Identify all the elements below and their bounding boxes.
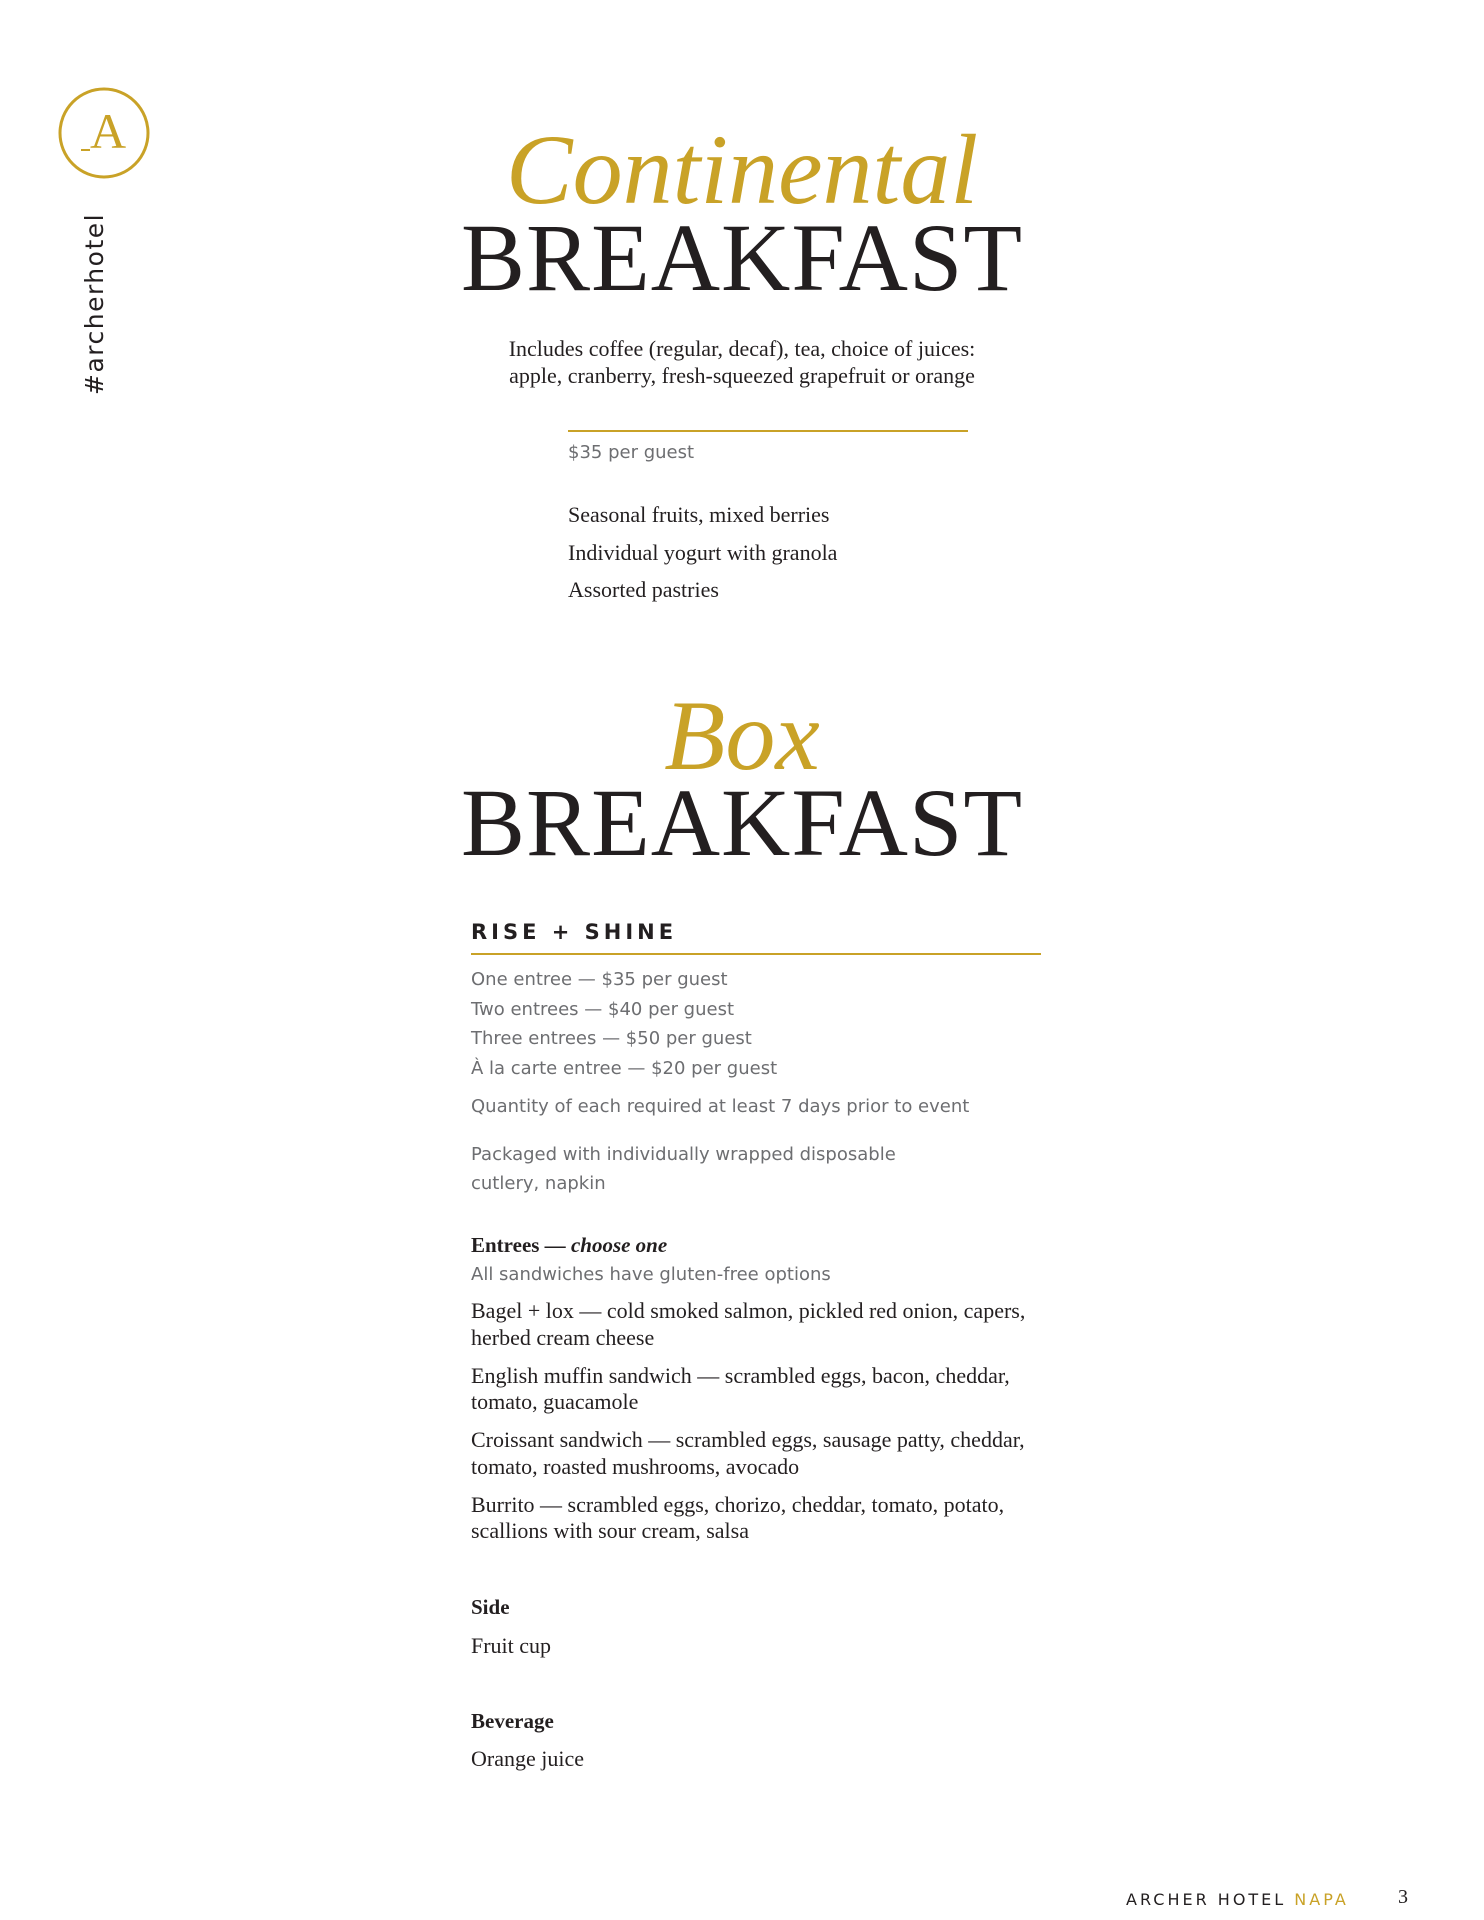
continental-price: $35 per guest bbox=[568, 442, 695, 463]
entree-line: Bagel + lox — cold smoked salmon, pickled red onion, capers, bbox=[471, 1298, 1026, 1323]
continental-caps-title: BREAKFAST bbox=[461, 204, 1023, 311]
box-caps-title: BREAKFAST bbox=[461, 769, 1023, 876]
price-item: Three entrees — $50 per guest bbox=[471, 1028, 752, 1049]
entree-line: Burrito — scrambled eggs, chorizo, cheddar, tomato, potato, bbox=[471, 1491, 1005, 1517]
entree-line: tomato, guacamole bbox=[471, 1389, 639, 1414]
continental-description bbox=[0, 335, 1484, 389]
rise-shine-heading: RISE + SHINE bbox=[471, 920, 678, 944]
entree-item bbox=[471, 1492, 1091, 1545]
gluten-free-note: All sandwiches have gluten-free options bbox=[471, 1264, 831, 1285]
entree-line: Croissant sandwich — scrambled eggs, sausage patty, cheddar, bbox=[471, 1427, 1025, 1452]
entree-line: herbed cream cheese bbox=[471, 1324, 655, 1350]
entrees-heading-label: Entrees — bbox=[471, 1233, 566, 1257]
side-item: Fruit cup bbox=[471, 1633, 552, 1658]
continental-script-title: Continental bbox=[505, 114, 979, 225]
entrees-heading-emphasis: choose one bbox=[570, 1233, 668, 1257]
packaging-note bbox=[471, 1140, 896, 1198]
footer-brand-name: ARCHER HOTEL bbox=[1126, 1890, 1287, 1909]
hashtag-label: #archerhotel bbox=[80, 212, 109, 395]
continental-divider bbox=[568, 430, 968, 432]
quantity-note: Quantity of each required at least 7 days prior to event bbox=[471, 1096, 970, 1117]
price-item: Two entrees — $40 per guest bbox=[471, 998, 735, 1020]
footer-brand bbox=[1126, 1890, 1349, 1909]
side-heading: Side bbox=[471, 1595, 510, 1619]
entree-line: scallions with sour cream, salsa bbox=[471, 1518, 749, 1543]
packaging-note-line: Packaged with individually wrapped disposable bbox=[471, 1144, 896, 1165]
continental-description-line: apple, cranberry, fresh-squeezed grapefruit or orange bbox=[509, 363, 975, 388]
rise-shine-divider bbox=[471, 953, 1041, 955]
entrees-heading bbox=[471, 1233, 667, 1258]
price-item: One entree — $35 per guest bbox=[471, 969, 728, 990]
beverage-heading: Beverage bbox=[471, 1709, 554, 1733]
entree-item bbox=[471, 1363, 1091, 1416]
logo-letter: A bbox=[89, 103, 127, 159]
list-item: Individual yogurt with granola bbox=[568, 539, 838, 565]
continental-item-list bbox=[568, 496, 837, 609]
entree-item bbox=[471, 1298, 1091, 1351]
entree-list bbox=[471, 1298, 1091, 1556]
box-price-list bbox=[471, 965, 777, 1083]
entree-item bbox=[471, 1427, 1091, 1480]
continental-description-line: Includes coffee (regular, decaf), tea, choice of juices: bbox=[508, 336, 976, 361]
beverage-item: Orange juice bbox=[471, 1746, 584, 1771]
entree-line: tomato, roasted mushrooms, avocado bbox=[471, 1453, 800, 1479]
list-item: Seasonal fruits, mixed berries bbox=[568, 502, 830, 527]
entree-line: English muffin sandwich — scrambled eggs, bacon, cheddar, bbox=[471, 1362, 1010, 1388]
packaging-note-line: cutlery, napkin bbox=[471, 1173, 606, 1194]
page-number: 3 bbox=[1398, 1886, 1408, 1908]
price-item: À la carte entree — $20 per guest bbox=[471, 1057, 778, 1079]
list-item: Assorted pastries bbox=[568, 577, 719, 602]
footer-brand-location: NAPA bbox=[1294, 1890, 1349, 1909]
box-script-title: Box bbox=[664, 680, 820, 791]
